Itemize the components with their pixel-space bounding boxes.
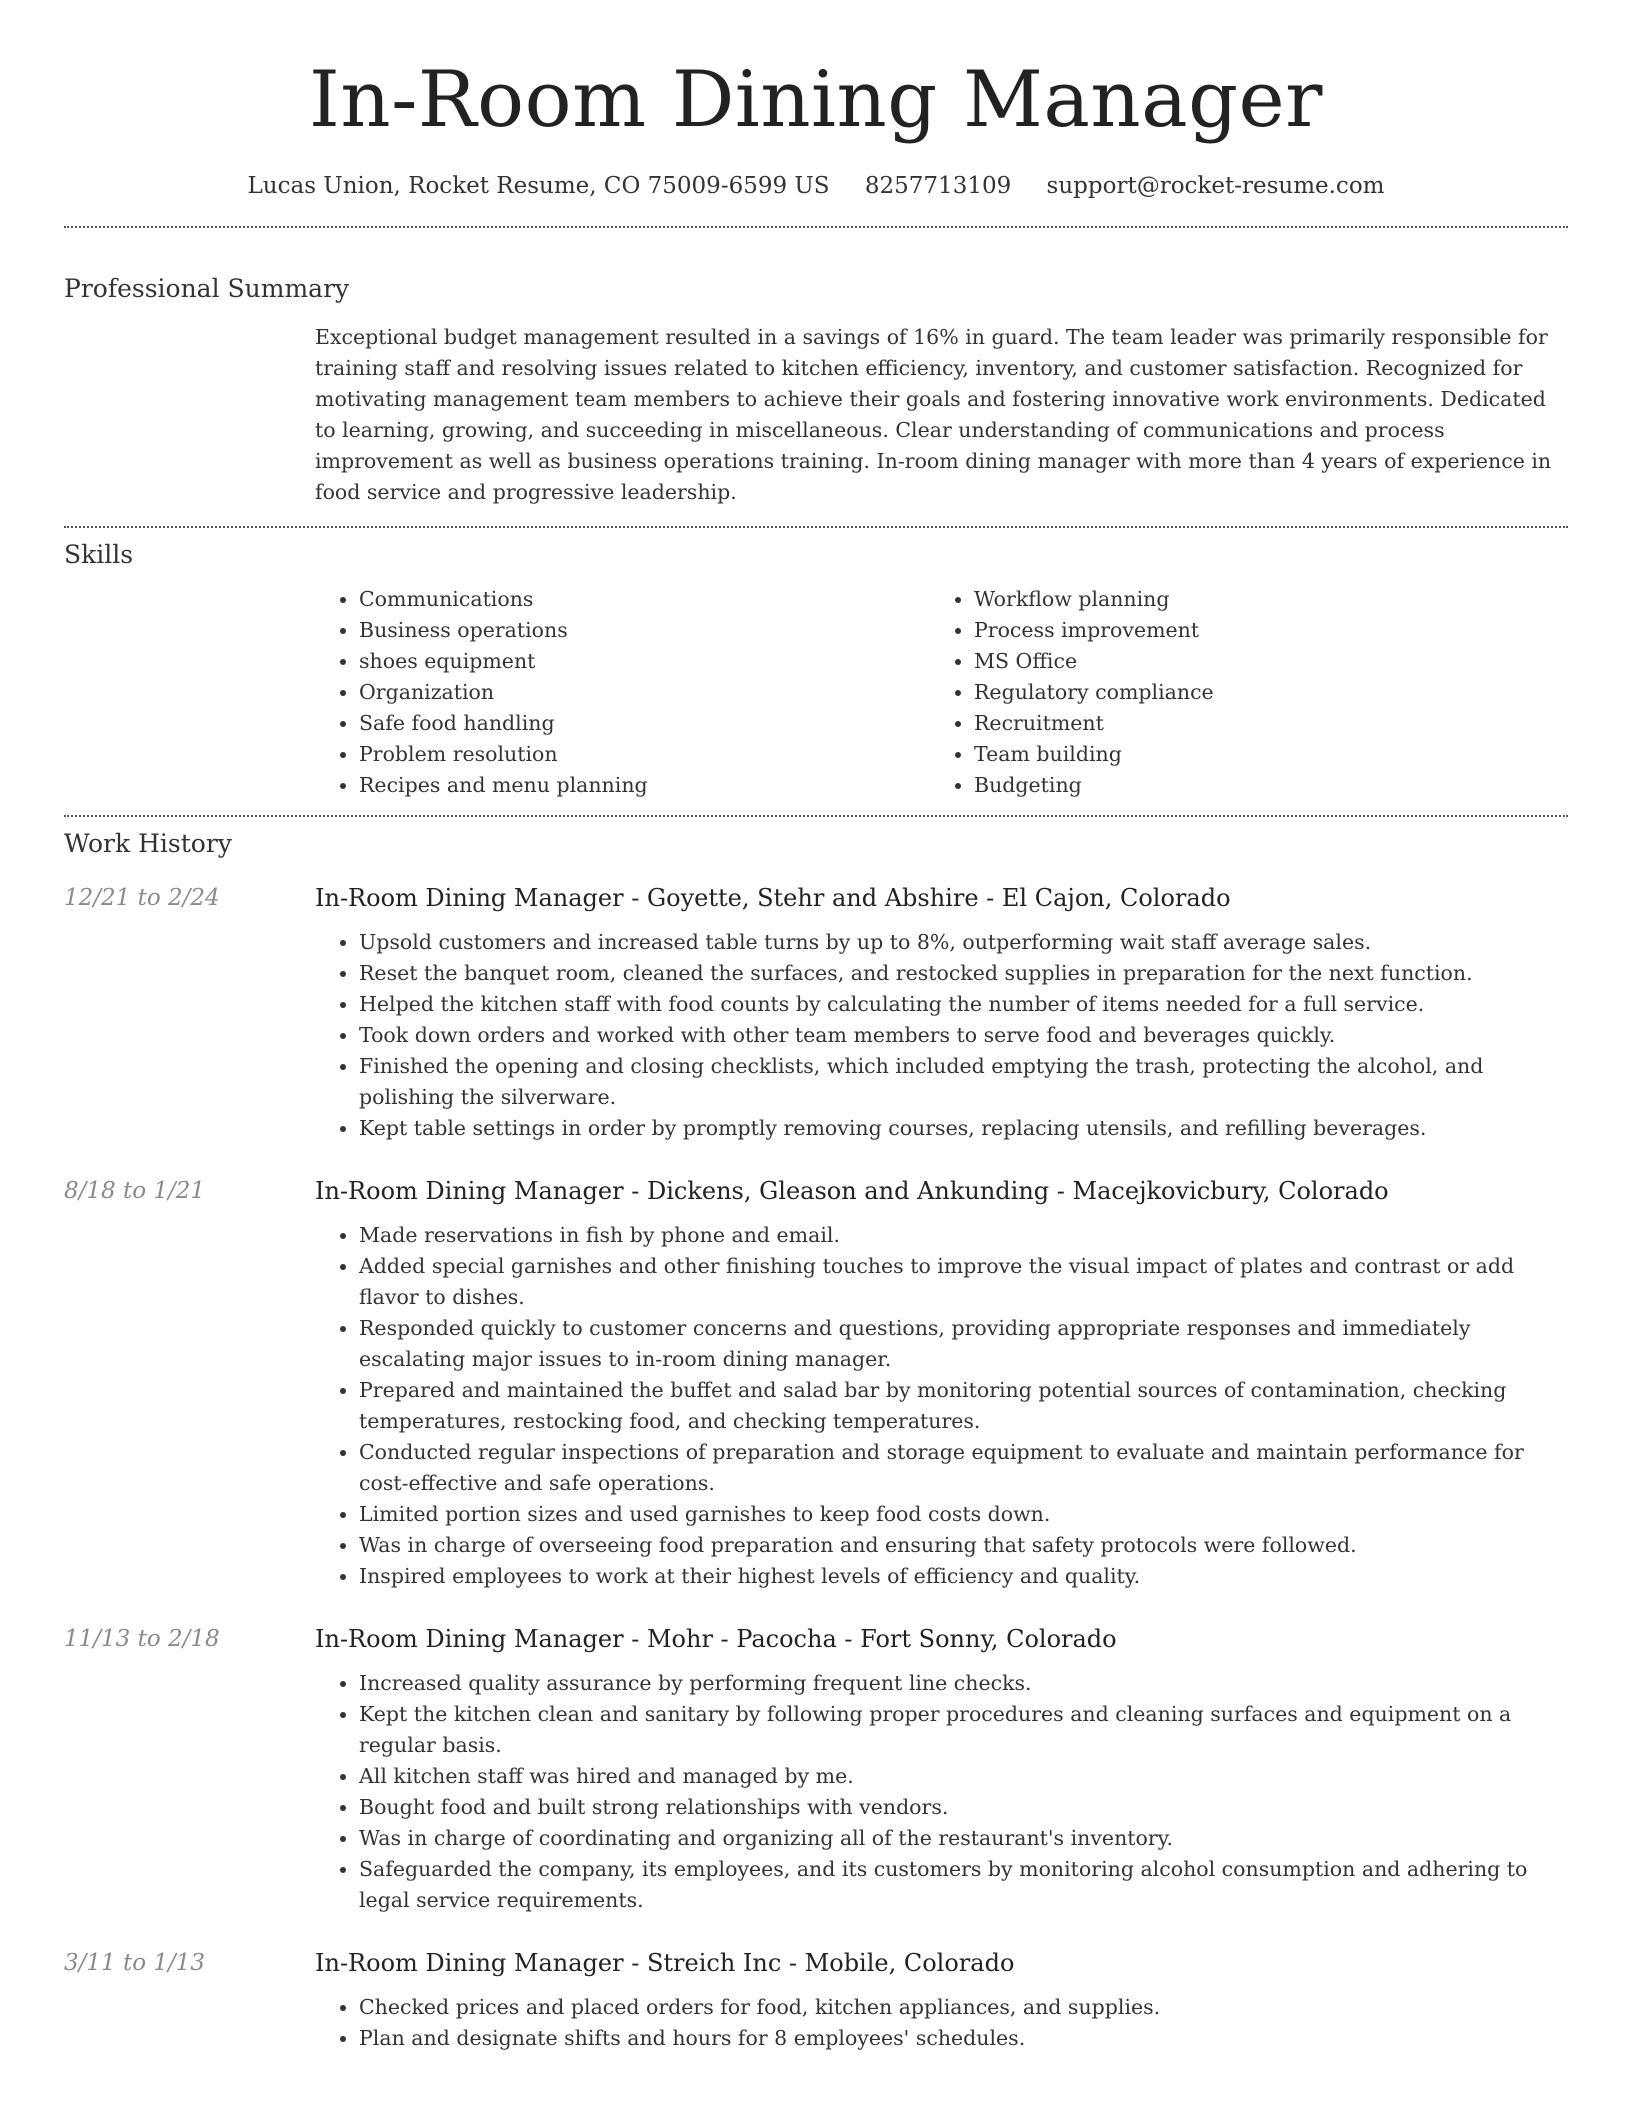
job-bullet: • Bought food and built strong relationships with vendors. [359,1792,1568,1823]
job-bullet: • Was in charge of coordinating and organizing all of the restaurant's inventory. [359,1823,1568,1854]
job-dates: 11/13 to 2/18 [64,1626,220,1652]
skill-item: • Safe food handling [359,708,930,739]
skill-item: • Business operations [359,615,930,646]
summary-text: Exceptional budget management resulted in a savings of 16% in guard. The team leader was primarily responsible for training staff and resolving issues related to kitchen efficiency, inventory, and customer satisfaction. Recognized for motivating management team members to achieve their goals and fostering innovative work environments. Dedicated to learning, growing, and succeeding in miscellaneous. Clear understanding of communications and process improvement as well as business operations training. In-room dining manager with more than 4 years of experience in food service and progressive leadership. [315,325,1552,504]
summary-heading: Professional Summary [64,274,350,303]
job-bullet: • Responded quickly to customer concerns and questions, providing appropriate responses and immediately escalating major issues to in-room dining manager. [359,1313,1568,1375]
job-bullet: • Finished the opening and closing checklists, which included emptying the trash, protecting the alcohol, and polishing the silverware. [359,1051,1568,1113]
resume-header [64,0,1568,202]
job-title: In-Room Dining Manager - Mohr - Pacocha - Fort Sonny, Colorado [315,1625,1117,1653]
job-bullet: • Reset the banquet room, cleaned the surfaces, and restocked supplies in preparation for the next function. [359,958,1568,989]
skill-item: • Organization [359,677,930,708]
job-bullet: • Checked prices and placed orders for food, kitchen appliances, and supplies. [359,1992,1568,2023]
job-bullet: • Took down orders and worked with other team members to serve food and beverages quickly. [359,1020,1568,1051]
job-bullet: • Increased quality assurance by performing frequent line checks. [359,1668,1568,1699]
job-body [315,1174,1568,1592]
skills-columns [315,584,1568,801]
job-bullet: • Made reservations in fish by phone and email. [359,1220,1568,1251]
job-dates: 8/18 to 1/21 [64,1178,206,1204]
job-bullets [315,1992,1568,2054]
job-bullets [315,1220,1568,1592]
contact-phone: 8257713109 [864,173,1012,199]
job-bullet: • Upsold customers and increased table turns by up to 8%, outperforming wait staff average sales. [359,927,1568,958]
job-title: In-Room Dining Manager - Dickens, Gleason and Ankunding - Macejkovicbury, Colorado [315,1177,1389,1205]
job-entry [64,1946,1568,2054]
work-history-section [64,817,1568,2054]
job-bullets [315,1668,1568,1916]
skills-column-right [930,584,1545,801]
job-bullet: • Helped the kitchen staff with food counts by calculating the number of items needed for a full service. [359,989,1568,1020]
job-dates: 12/21 to 2/24 [64,885,220,911]
job-bullet: • Added special garnishes and other finishing touches to improve the visual impact of plates and contrast or add flavor to dishes. [359,1251,1568,1313]
summary-section [64,228,1568,526]
skills-list-right [930,584,1545,801]
page-title: In-Room Dining Manager [309,55,1323,145]
skills-heading: Skills [64,540,134,569]
job-body [315,1946,1568,2054]
job-bullet: • All kitchen staff was hired and managed by me. [359,1761,1568,1792]
skill-item: • Budgeting [974,770,1545,801]
skill-item: • Regulatory compliance [974,677,1545,708]
contact-email: support@rocket-resume.com [1046,173,1385,199]
job-bullets [315,927,1568,1144]
job-title: In-Room Dining Manager - Streich Inc - Mobile, Colorado [315,1949,1015,1977]
job-body [315,1622,1568,1916]
job-bullet: • Conducted regular inspections of preparation and storage equipment to evaluate and maintain performance for cost-effective and safe operations. [359,1437,1568,1499]
job-bullet: • Kept the kitchen clean and sanitary by following proper procedures and cleaning surfaces and equipment on a regular basis. [359,1699,1568,1761]
contact-line [64,170,1568,202]
job-bullet: • Prepared and maintained the buffet and salad bar by monitoring potential sources of contamination, checking temperatures, restocking food, and checking temperatures. [359,1375,1568,1437]
job-entry [64,1622,1568,1916]
job-bullet: • Safeguarded the company, its employees, and its customers by monitoring alcohol consumption and adhering to legal service requirements. [359,1854,1568,1916]
skill-item: • Workflow planning [974,584,1545,615]
job-entry [64,1174,1568,1592]
skill-item: • Process improvement [974,615,1545,646]
skills-list-left [315,584,930,801]
job-bullet: • Plan and designate shifts and hours for 8 employees' schedules. [359,2023,1568,2054]
job-dates: 3/11 to 1/13 [64,1950,206,1976]
skills-section [64,528,1568,815]
skill-item: • shoes equipment [359,646,930,677]
job-bullet: • Limited portion sizes and used garnishes to keep food costs down. [359,1499,1568,1530]
skill-item: • Recruitment [974,708,1545,739]
skill-item: • Communications [359,584,930,615]
contact-address: Lucas Union, Rocket Resume, CO 75009-6599 US [247,173,830,199]
skill-item: • Recipes and menu planning [359,770,930,801]
skill-item: • MS Office [974,646,1545,677]
job-body [315,881,1568,1144]
job-entry [64,881,1568,1144]
skills-column-left [315,584,930,801]
job-bullet: • Inspired employees to work at their highest levels of efficiency and quality. [359,1561,1568,1592]
job-bullet: • Was in charge of overseeing food preparation and ensuring that safety protocols were followed. [359,1530,1568,1561]
work-history-heading: Work History [64,829,232,858]
skill-item: • Problem resolution [359,739,930,770]
job-bullet: • Kept table settings in order by promptly removing courses, replacing utensils, and refilling beverages. [359,1113,1568,1144]
job-title: In-Room Dining Manager - Goyette, Stehr and Abshire - El Cajon, Colorado [315,884,1231,912]
skill-item: • Team building [974,739,1545,770]
